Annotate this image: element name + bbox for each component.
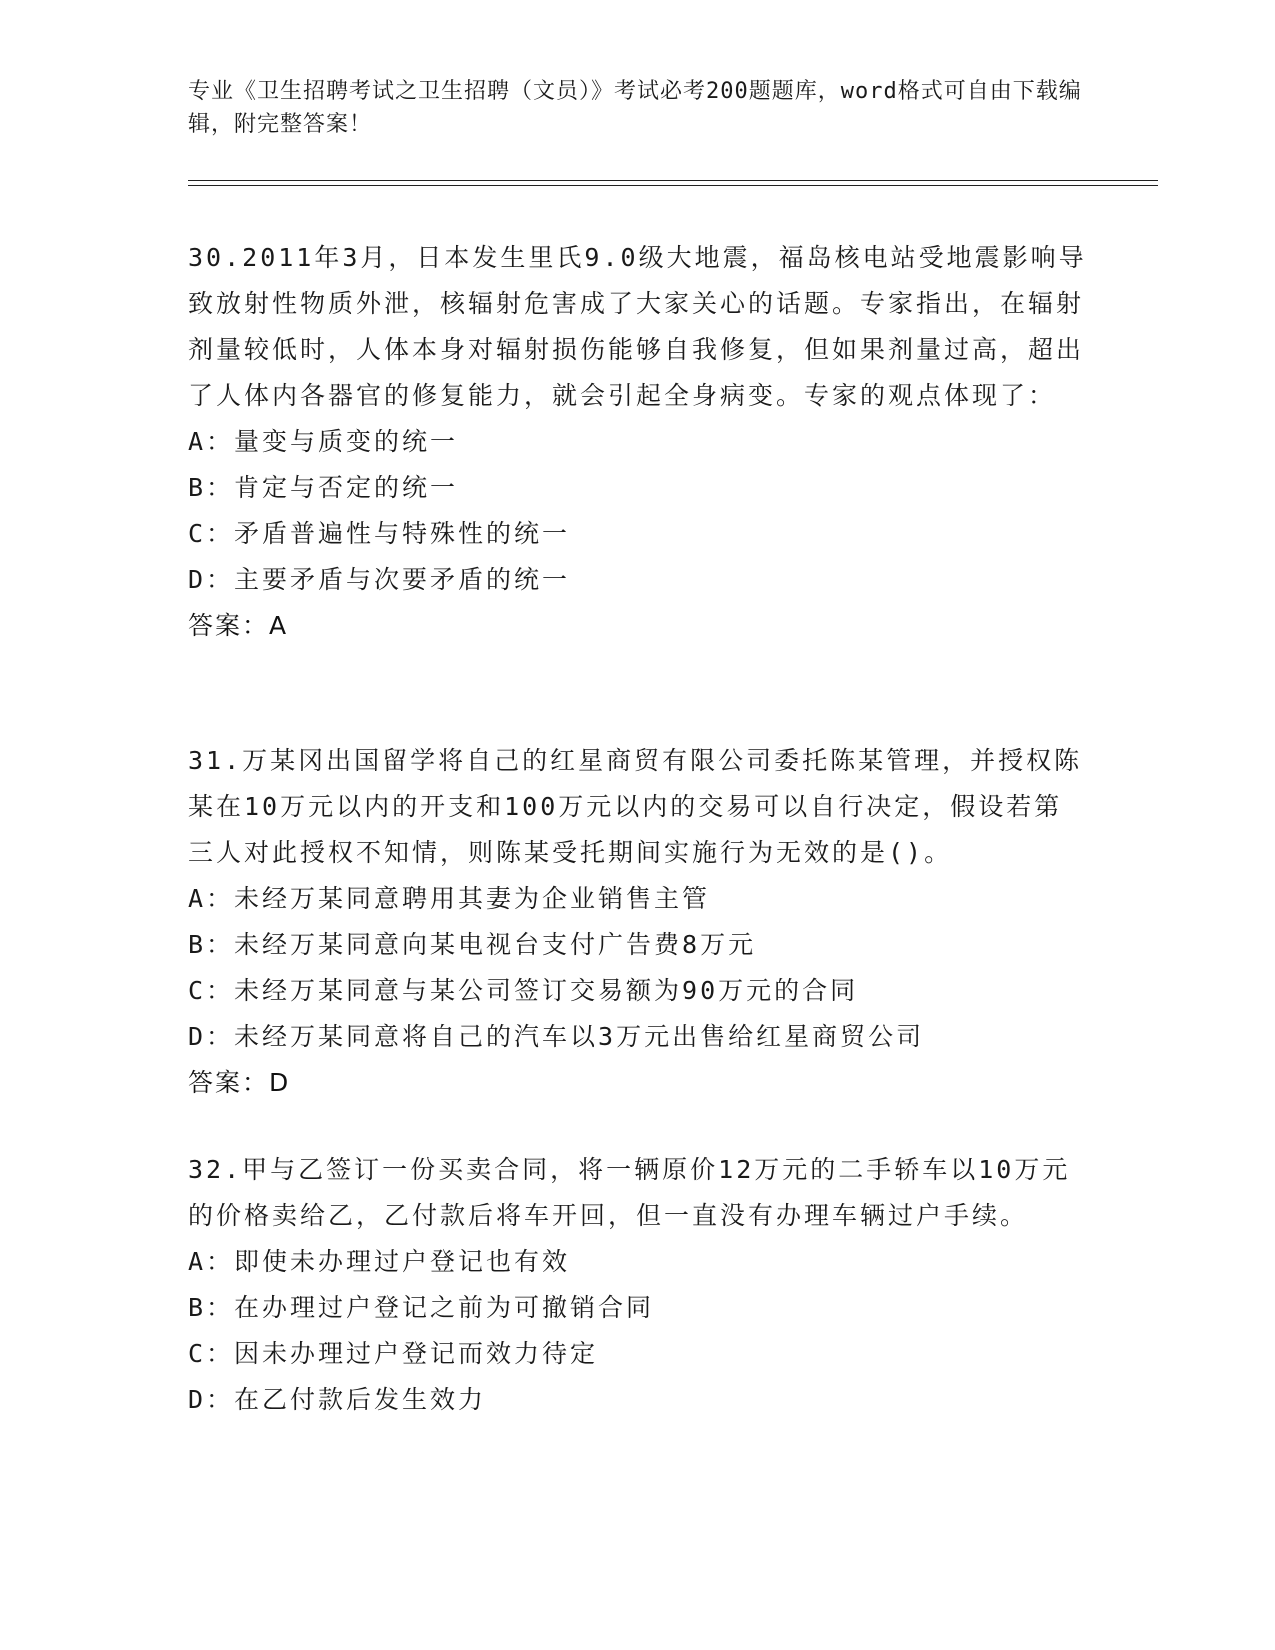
option-a: A：即使未办理过户登记也有效	[188, 1247, 571, 1276]
question-31	[188, 738, 1088, 1106]
question-stem: 31.万某冈出国留学将自己的红星商贸有限公司委托陈某管理，并授权陈某在10万元以内的开支和100万元以内的交易可以自行决定，假设若第三人对此授权不知情，则陈某受托期间实施行为无效的是()。	[188, 746, 1083, 867]
header-text: 专业《卫生招聘考试之卫生招聘（文员）》考试必考200题题库，word格式可自由下载编辑，附完整答案！	[188, 79, 1082, 137]
option-a: A：未经万某同意聘用其妻为企业销售主管	[188, 884, 711, 913]
option-b: B：未经万某同意向某电视台支付广告费8万元	[188, 930, 757, 959]
option-d: D：在乙付款后发生效力	[188, 1385, 487, 1414]
question-stem: 30.2011年3月，日本发生里氏9.0级大地震，福岛核电站受地震影响导致放射性物质外泄，核辐射危害成了大家关心的话题。专家指出，在辐射剂量较低时，人体本身对辐射损伤能够自我修复，但如果剂量过高，超出了人体内各器官的修复能力，就会引起全身病变。专家的观点体现了：	[188, 243, 1087, 410]
option-b: B：在办理过户登记之前为可撤销合同	[188, 1293, 655, 1322]
option-d: D：未经万某同意将自己的汽车以3万元出售给红星商贸公司	[188, 1022, 925, 1051]
document-header	[188, 75, 1088, 141]
option-d: D：主要矛盾与次要矛盾的统一	[188, 565, 571, 594]
question-stem: 32.甲与乙签订一份买卖合同，将一辆原价12万元的二手轿车以10万元的价格卖给乙，乙付款后将车开回，但一直没有办理车辆过户手续。	[188, 1155, 1071, 1230]
option-b: B：肯定与否定的统一	[188, 473, 459, 502]
question-32	[188, 1147, 1088, 1423]
option-c: C：因未办理过户登记而效力待定	[188, 1339, 599, 1368]
answer-line: 答案：D	[188, 1068, 291, 1097]
question-30	[188, 235, 1088, 649]
option-a: A：量变与质变的统一	[188, 427, 459, 456]
header-divider-top	[188, 180, 1158, 181]
option-c: C：矛盾普遍性与特殊性的统一	[188, 519, 571, 548]
option-c: C：未经万某同意与某公司签订交易额为90万元的合同	[188, 976, 859, 1005]
header-divider-bottom	[188, 185, 1158, 186]
answer-line: 答案：A	[188, 611, 289, 640]
